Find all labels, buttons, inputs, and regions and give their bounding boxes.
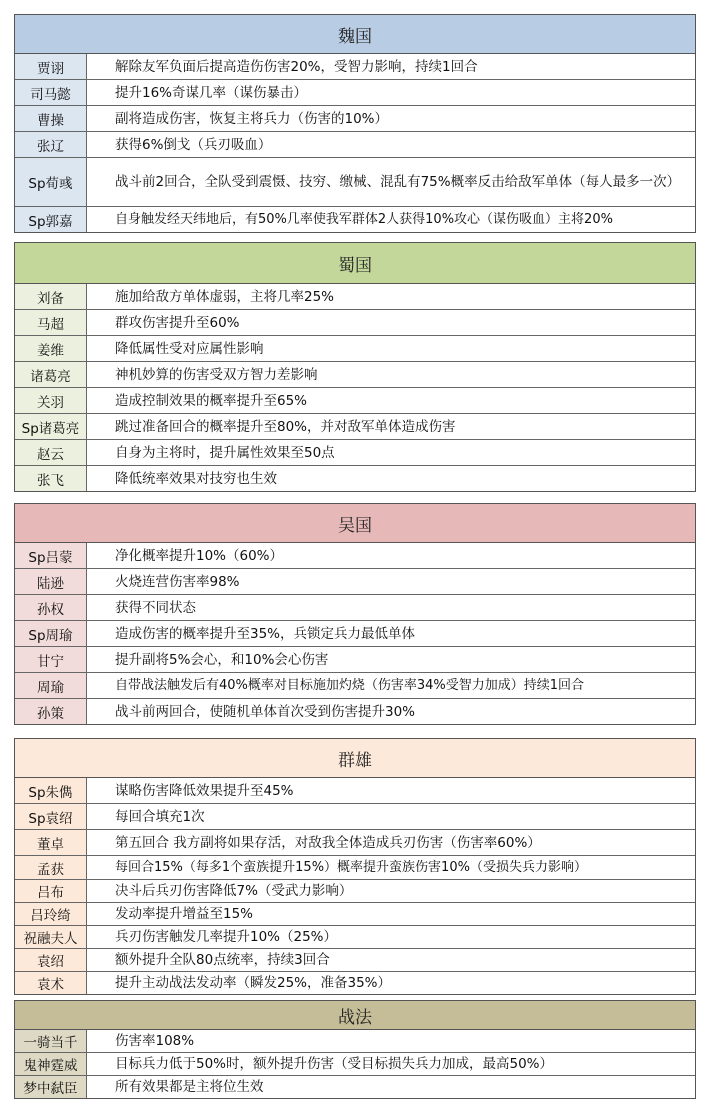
table-row	[15, 778, 695, 804]
effect-desc: 施加给敌方单体虚弱，主将几率25%	[115, 288, 335, 305]
table-row	[15, 284, 695, 310]
effect-desc: 每回合15%（每多1个蛮族提升15%）概率提升蛮族伤害10%（受损失兵力影响）	[115, 859, 587, 875]
effect-desc: 提升主动战法发动率（瞬发25%，准备35%）	[115, 975, 392, 991]
general-name: Sp郭嘉	[15, 207, 87, 232]
effect-desc: 群攻伤害提升至60%	[115, 314, 240, 331]
effect-desc: 跳过准备回合的概率提升至80%，并对敌军单体造成伤害	[115, 418, 456, 435]
effect-desc: 造成控制效果的概率提升至65%	[115, 392, 308, 409]
general-name: 孙策	[15, 699, 87, 724]
general-name: 刘备	[15, 284, 87, 309]
section-shu	[14, 242, 696, 492]
general-name: 孙权	[15, 595, 87, 620]
general-name: 关羽	[15, 388, 87, 413]
effect-desc: 目标兵力低于50%时，额外提升伤害（受目标损失兵力加成，最高50%）	[115, 1056, 554, 1072]
table-row	[15, 569, 695, 595]
effect-desc: 决斗后兵刃伤害降低7%（受武力影响）	[115, 883, 353, 899]
section-title-shu: 蜀国	[15, 243, 695, 284]
table-row	[15, 54, 695, 80]
table-row	[15, 543, 695, 569]
tactic-name: 鬼神霆威	[15, 1053, 87, 1075]
effect-desc: 额外提升全队80点统率，持续3回合	[115, 952, 330, 968]
general-name: 陆逊	[15, 569, 87, 594]
effect-desc: 副将造成伤害，恢复主将兵力（伤害的10%）	[115, 110, 389, 127]
effect-desc: 自身为主将时，提升属性效果至50点	[115, 444, 335, 461]
table-row	[15, 362, 695, 388]
general-name: 周瑜	[15, 673, 87, 698]
table-row	[15, 621, 695, 647]
table-row	[15, 106, 695, 132]
table-row	[15, 1030, 695, 1053]
general-name: Sp荀彧	[15, 158, 87, 206]
effect-desc: 战斗前两回合，使随机单体首次受到伤害提升30%	[115, 703, 416, 720]
effect-desc: 降低统率效果对技穷也生效	[115, 470, 277, 487]
effect-desc: 获得不同状态	[115, 599, 196, 616]
general-name: 马超	[15, 310, 87, 335]
table-row	[15, 595, 695, 621]
effect-desc: 火烧连营伤害率98%	[115, 573, 240, 590]
table-row	[15, 336, 695, 362]
general-name: Sp吕蒙	[15, 543, 87, 568]
effect-desc: 解除友军负面后提高造伤伤害20%，受智力影响，持续1回合	[115, 58, 478, 75]
general-name: 张飞	[15, 466, 87, 491]
general-name: Sp朱儁	[15, 778, 87, 803]
section-title-zhanfa: 战法	[15, 1001, 695, 1030]
effect-desc: 神机妙算的伤害受双方智力差影响	[115, 366, 318, 383]
table-row	[15, 972, 695, 994]
general-name: 曹操	[15, 106, 87, 131]
general-name: 袁术	[15, 972, 87, 994]
general-name: Sp袁绍	[15, 804, 87, 829]
table-row	[15, 414, 695, 440]
table-row	[15, 926, 695, 949]
table-row	[15, 440, 695, 466]
table-row	[15, 80, 695, 106]
table-row	[15, 207, 695, 232]
general-name: 甘宁	[15, 647, 87, 672]
table-row	[15, 830, 695, 856]
effect-desc: 获得6%倒戈（兵刃吸血）	[115, 136, 272, 153]
effect-desc: 自带战法触发后有40%概率对目标施加灼烧（伤害率34%受智力加成）持续1回合	[115, 677, 585, 693]
table-row	[15, 158, 695, 207]
general-name: 赵云	[15, 440, 87, 465]
table-row	[15, 388, 695, 414]
general-name: 贾诩	[15, 54, 87, 79]
effect-desc: 发动率提升增益至15%	[115, 906, 254, 922]
section-title-wei: 魏国	[15, 15, 695, 54]
general-name: 姜维	[15, 336, 87, 361]
table-row	[15, 1076, 695, 1098]
table-row	[15, 132, 695, 158]
section-wu	[14, 503, 696, 725]
effect-desc: 伤害率108%	[115, 1033, 195, 1049]
effect-desc: 谋略伤害降低效果提升至45%	[115, 782, 294, 799]
table-row	[15, 880, 695, 903]
effect-desc: 净化概率提升10%（60%）	[115, 547, 284, 564]
general-name: 董卓	[15, 830, 87, 855]
table-row	[15, 310, 695, 336]
effect-desc: 造成伤害的概率提升至35%，兵锁定兵力最低单体	[115, 625, 416, 642]
general-name: 祝融夫人	[15, 926, 87, 948]
effect-desc: 提升副将5%会心，和10%会心伤害	[115, 651, 329, 668]
general-name: 吕玲绮	[15, 903, 87, 925]
general-name: 司马懿	[15, 80, 87, 105]
general-name: Sp周瑜	[15, 621, 87, 646]
table-row	[15, 673, 695, 699]
effect-desc: 提升16%奇谋几率（谋伤暴击）	[115, 84, 308, 101]
table-row	[15, 903, 695, 926]
tactic-name: 一骑当千	[15, 1030, 87, 1052]
effect-desc: 兵刃伤害触发几率提升10%（25%）	[115, 929, 338, 945]
general-name: 诸葛亮	[15, 362, 87, 387]
tactic-name: 梦中弑臣	[15, 1076, 87, 1098]
table-row	[15, 804, 695, 830]
general-name: 孟获	[15, 856, 87, 879]
section-title-wu: 吴国	[15, 504, 695, 543]
effect-desc: 降低属性受对应属性影响	[115, 340, 264, 357]
effect-desc: 战斗前2回合，全队受到震慑、技穷、缴械、混乱有75%概率反击给敌军单体（每人最多一次）	[115, 174, 681, 190]
section-title-qun: 群雄	[15, 739, 695, 778]
general-name: Sp诸葛亮	[15, 414, 87, 439]
effect-desc: 每回合填充1次	[115, 808, 205, 825]
section-wei	[14, 14, 696, 233]
effect-desc: 所有效果都是主将位生效	[115, 1079, 264, 1095]
table-row	[15, 647, 695, 673]
table-row	[15, 699, 695, 724]
general-name: 吕布	[15, 880, 87, 902]
general-name: 张辽	[15, 132, 87, 157]
effect-desc: 第五回合 我方副将如果存活，对敌我全体造成兵刃伤害（伤害率60%）	[115, 834, 541, 851]
section-zhanfa	[14, 1000, 696, 1099]
table-row	[15, 1053, 695, 1076]
general-name: 袁绍	[15, 949, 87, 971]
section-qun	[14, 738, 696, 995]
table-row	[15, 856, 695, 880]
table-row	[15, 466, 695, 491]
table-row	[15, 949, 695, 972]
effect-desc: 自身触发经天纬地后，有50%几率使我军群体2人获得10%攻心（谋伤吸血）主将20%	[115, 211, 613, 227]
